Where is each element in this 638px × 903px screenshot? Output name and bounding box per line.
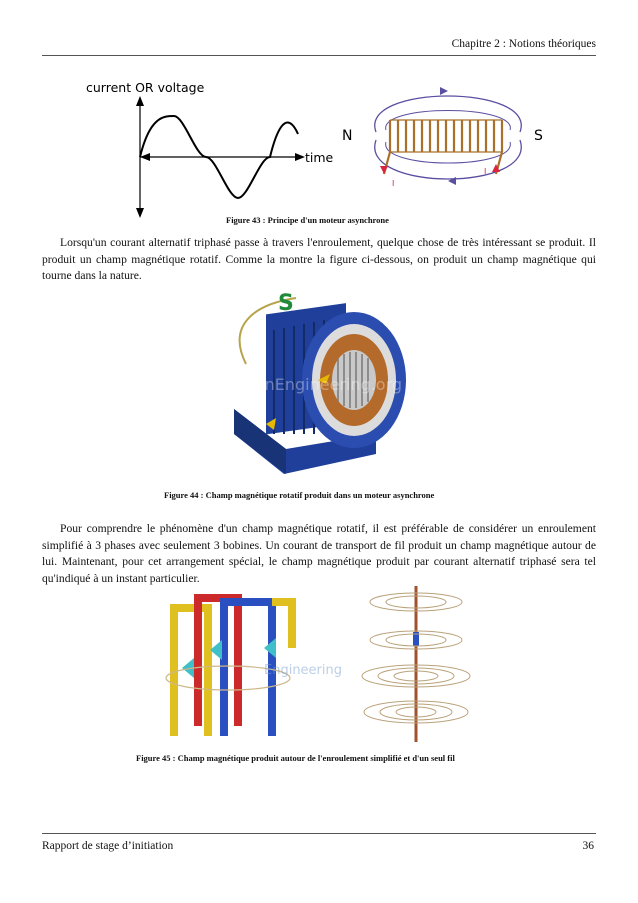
motor-s-label: S — [278, 291, 294, 316]
footer-report-title: Rapport de stage d’initiation — [42, 840, 174, 852]
wave-y-label: current OR voltage — [86, 80, 205, 95]
figure-44-caption: Figure 44 : Champ magnétique rotatif produit dans un moteur asynchrone — [164, 490, 435, 500]
header-rule — [42, 55, 596, 56]
current-label-left: I — [392, 179, 395, 188]
paragraph-1: Lorsqu'un courant alternatif triphasé passe à travers l'enroulement, quelque chose de très intéressant se produit. Il produit un champ magnétique rotatif. Comme la montre la figure ci-dessous, on produit un champ magnétique qui tourne dans la nature. — [42, 236, 596, 282]
paragraph-2: Pour comprendre le phénomène d'un champ magnétique rotatif, il est préférable de considérer un enroulement simplifié à 3 phases avec seulement 3 bobines. Un courant de transport de fil produit un champ magnétique autour de lui. Maintenant, pour cet arrangement spécial, le champ magnétique produit par courant alternatif triphasé sera tel qu'indiqué à un instant particulier. — [42, 522, 596, 585]
figure-45-caption: Figure 45 : Champ magnétique produit autour de l'enroulement simplifié et d'un seul fil — [136, 753, 455, 763]
page-header: Chapitre 2 : Notions théoriques — [451, 38, 596, 50]
motor-watermark: LearnEngineering.org — [230, 375, 403, 394]
coil-pole-s: S — [534, 128, 543, 144]
coil-pole-n: N — [342, 128, 353, 144]
footer-rule — [42, 833, 596, 834]
solenoid-diagram — [338, 74, 558, 202]
page-number: 36 — [582, 840, 594, 852]
wave-x-label: time — [305, 150, 334, 165]
coil-windings — [384, 120, 502, 174]
rotating-field-motor-illustration — [226, 284, 416, 488]
single-wire-field-illustration — [358, 584, 474, 744]
current-label-right: I — [484, 167, 487, 176]
sine-wave-diagram — [84, 76, 334, 218]
three-phase-coils-illustration — [168, 588, 342, 742]
coils-watermark: Engineering — [264, 663, 342, 678]
figure-43-caption: Figure 43 : Principe d'un moteur asynchrone — [226, 215, 389, 225]
